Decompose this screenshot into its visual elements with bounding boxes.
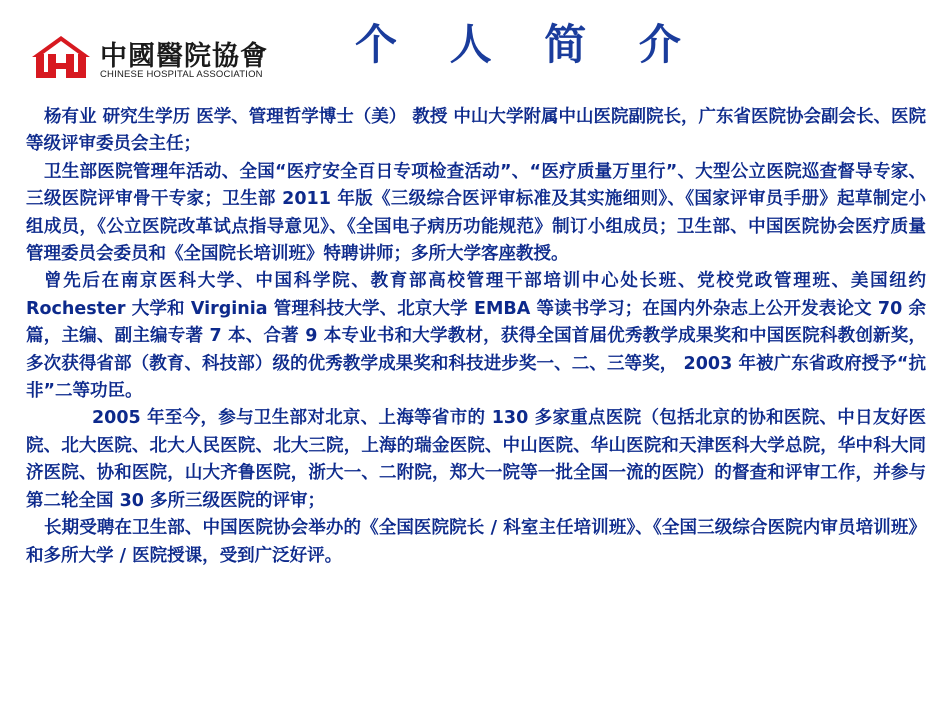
bio-paragraph-5: 长期受聘在卫生部、中国医院协会举办的《全国医院院长 / 科室主任培训班》、《全国三级综合医院内审员培训班》和多所大学 / 医院授课，受到广泛好评。 bbox=[26, 518, 926, 566]
logo-english-name: CHINESE HOSPITAL ASSOCIATION bbox=[100, 69, 263, 80]
page-title: 个 人 简 介 bbox=[355, 20, 700, 69]
bio-paragraph-4: 2005 年至今，参与卫生部对北京、上海等省市的 130 多家重点医院（包括北京的协和医院、中日友好医院、北大医院、北大人民医院、北大三院，上海的瑞金医院、中山医院、华山医院和天津医科大学总院，华中科大同济医院、协和医院，山大齐鲁医院，浙大一、二附院，郑大一院等一批全国一流的医院）的督查和评审工作，并参与第二轮全国 30 多所三级医院的评审； bbox=[26, 408, 926, 511]
bio-paragraph-2: 卫生部医院管理年活动、全国“医疗安全百日专项检查活动”、“医疗质量万里行”、大型公立医院巡查督导专家、三级医院评审骨干专家；卫生部 2011 年版《三级综合医评审标准及其实施细则》、《国家评审员手册》起草制定小组成员，《公立医院改革试点指导意见》、《全国电子病历功能规范》制订小组成员；卫生部、中国医院协会医疗质量管理委员会委员和《全国院长培训班》特聘讲师；多所大学客座教授。 bbox=[26, 161, 926, 265]
chinese-hospital-association-logo bbox=[30, 30, 268, 84]
biography-body bbox=[26, 104, 926, 570]
logo-chinese-name: 中國醫院協會 bbox=[100, 41, 268, 72]
bio-paragraph-1: 杨有业 研究生学历 医学、管理哲学博士（美） 教授 中山大学附属中山医院副院长，广东省医院协会副会长、医院等级评审委员会主任； bbox=[26, 107, 926, 155]
hospital-association-emblem-icon bbox=[30, 34, 92, 80]
bio-paragraph-3: 曾先后在南京医科大学、中国科学院、教育部高校管理干部培训中心处长班、党校党政管理班、美国纽约 Rochester 大学和 Virginia 管理科技大学、北京大学 EMBA 等读书学习；在国内外杂志上公开发表论文 70 余篇，主编、副主编专著 7 本、合著 9 本专业书和大学教材，获得全国首届优秀教学成果奖和中国医院科教创新奖，多次获得省部（教育、科技部）级的优秀教学成果奖和科技进步奖一、二、三等奖， 2003 年被广东省政府授予“抗非”二等功臣。 bbox=[26, 271, 926, 402]
